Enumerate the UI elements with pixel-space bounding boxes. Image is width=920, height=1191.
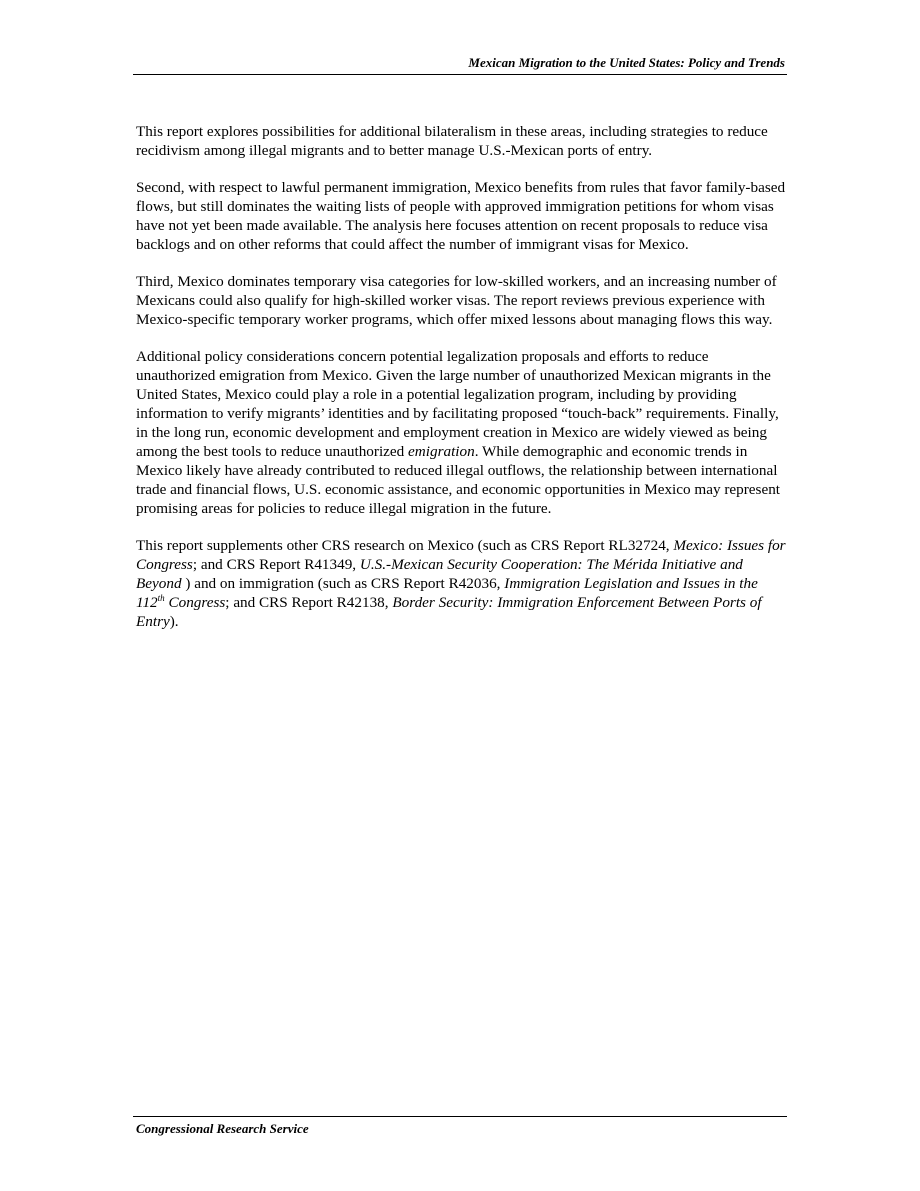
research-text-1: This report supplements other CRS research on Mexico (such as CRS Report RL32724, [136, 537, 674, 554]
paragraph-related-research [136, 536, 788, 631]
research-text-2: ; and CRS Report R41349, [192, 556, 360, 573]
page-header [133, 54, 787, 75]
report-title-security-cooperation: U.S.-Mexican Security Cooperation: The Mérida Initiative and Beyond [136, 556, 743, 592]
legalization-text-2: . While demographic and economic trends in Mexico likely have already contributed to reduced illegal outflows, the relationship between international trade and financial flows, U.S. economic assistance, and economic opportunities in Mexico may represent promising areas for policies to reduce illegal migration in the future. [136, 443, 781, 517]
paragraph-temporary-visas: Third, Mexico dominates temporary visa categories for low-skilled workers, and an increasing number of Mexicans could also qualify for high-skilled worker visas. The report reviews previous experience with Mexico-specific temporary worker programs, which offer mixed lessons about managing flows this way. [136, 273, 777, 328]
report-title-mexico-issues: Mexico: Issues for Congress [136, 537, 786, 573]
report-body [136, 122, 788, 649]
research-text-4: ; and CRS Report R42138, [225, 594, 393, 611]
paragraph-permanent-immigration: Second, with respect to lawful permanent immigration, Mexico benefits from rules that favor family-based flows, but still dominates the waiting lists of people with approved immigration petitions for whom visas have not yet been made available. The analysis here focuses attention on recent proposals to reduce visa backlogs and on other reforms that could affect the number of immigrant visas for Mexico. [136, 179, 786, 253]
ordinal-superscript: th [157, 592, 165, 603]
immigration-legislation-title-end: Congress [164, 594, 226, 611]
legalization-text-1: Additional policy considerations concern potential legalization proposals and efforts to reduce unauthorized emigration from Mexico. Given the large number of unauthorized Mexican migrants in the United States, Mexico could play a role in a potential legalization program, including by providing information to verify migrants’ identities and by facilitating proposed “touch-back” requirements. Finally, in the long run, economic development and employment creation in Mexico are widely viewed as being among the best tools to reduce unauthorized [136, 348, 779, 460]
research-text-5: ). [169, 613, 179, 630]
emigration-emphasis: emigration [408, 443, 475, 460]
research-text-3: ) and on immigration (such as CRS Report R42036, [181, 575, 505, 592]
immigration-legislation-title-start: Immigration Legislation and Issues in the 112 [136, 575, 758, 611]
running-title: Mexican Migration to the United States: Policy and Trends [468, 55, 785, 70]
page-footer [133, 1116, 787, 1136]
paragraph-bilateralism: This report explores possibilities for additional bilateralism in these areas, including strategies to reduce recidivism among illegal migrants and to better manage U.S.-Mexican ports of entry. [136, 123, 768, 159]
report-title-border-security: Border Security: Immigration Enforcement Between Ports of Entry [136, 594, 762, 630]
footer-organization: Congressional Research Service [136, 1121, 309, 1136]
paragraph-legalization [136, 347, 788, 518]
